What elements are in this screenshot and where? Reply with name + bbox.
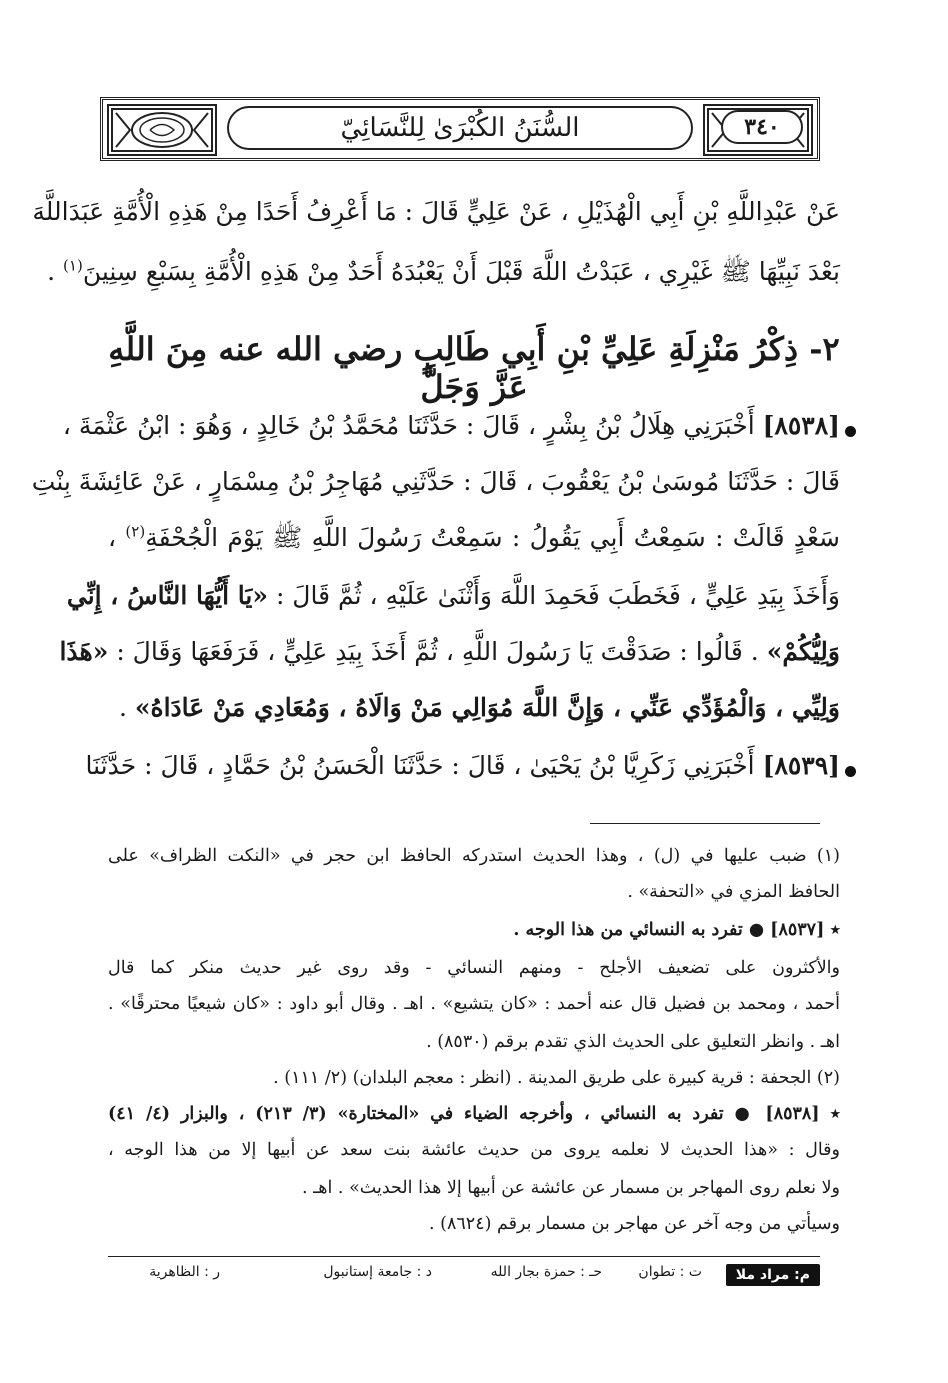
text-segment: بَعْدَ نَبِيِّهَا ﷺ غَيْرِي ، عَبَدْتُ اللَّهَ قَبْلَ أَنْ يَعْبُدَهُ أَحَدٌ مِنْ هَذِهِ الْأُمَّةِ بِسَبْعِ سِنِينَ [82, 257, 840, 286]
book-title: السُّنَنُ الكُبْرَىٰ لِلنَّسَائِيّ [227, 106, 693, 150]
prophet-quote: وَلِيُّكُمْ» [766, 637, 840, 666]
manuscript-t: ت : تطوان [638, 1264, 702, 1280]
ornament-left-icon [107, 104, 217, 156]
bullet-icon [845, 766, 856, 777]
bullet-icon [845, 426, 856, 437]
prophet-quote: «هَذَا [59, 637, 109, 666]
footnote-line: ولا نعلم روى المهاجر بن مسمار عن عائشة عن أبيها إلا هذا الحديث» . اهـ . [302, 1178, 840, 1198]
text-segment: . [118, 693, 127, 722]
page-header [100, 97, 820, 161]
footnote-line: اهـ . وانظر التعليق على الحديث الذي تقدم برقم (٨٥٣٠) . [426, 1032, 840, 1052]
page-number: ٣٤٠ [721, 110, 803, 144]
text-line [66, 580, 840, 613]
text-segment: أَخْبَرَنِي زَكَرِيَّا بْنُ يَحْيَىٰ ، قَالَ : حَدَّثَنَا الْحَسَنُ بْنُ حَمَّادٍ ، قَالَ : حَدَّثَنَا [85, 751, 755, 780]
footnote-line: وقال : «هذا الحديث لا نعلمه يروى من حديث عائشة بنت سعد عن أبيها إلا من هذا الوجه ، [108, 1140, 840, 1160]
footnote-line: وسيأتي من وجه آخر عن مهاجر بن مسمار برقم (٨٦٢٤) . [429, 1214, 840, 1234]
text-segment: أَخْبَرَنِي هِلَالُ بْنُ بِشْرٍ ، قَالَ : حَدَّثَنَا مُحَمَّدُ بْنُ خَالِدٍ ، وَهُوَ : ابْنُ عَثْمَةَ ، [62, 411, 755, 440]
text-line [62, 410, 840, 443]
footnote-line: (٢) الجحفة : قرية كبيرة على طريق المدينة . (انظر : معجم البلدان) (٢/ ١١١) . [273, 1068, 840, 1088]
footnote-ref: (١) [63, 256, 83, 275]
section-heading: ٢- ذِكْرُ مَنْزِلَةِ عَلِيِّ بْنِ أَبِي طَالِبٍ رضي الله عنه مِنَ اللَّهِ عَزَّ وَجَلَّ [108, 330, 840, 406]
manuscript-key [108, 1262, 820, 1290]
hadith-number: [٨٥٣٨] [762, 411, 840, 440]
manuscript-d: د : جامعة إستانبول [323, 1264, 432, 1280]
text-segment: ، [108, 523, 117, 552]
footnote-divider [590, 823, 820, 824]
manuscript-m: م: مراد ملا [726, 1264, 820, 1286]
footnote-line: ٭ [٨٥٣٧] ● تفرد به النسائي من هذا الوجه . [513, 920, 840, 940]
manuscript-h: حـ : حمزة بجار الله [490, 1264, 602, 1280]
footnote-line: ٭ [٨٥٣٨] ● تفرد به النسائي ، وأخرجه الضياء في «المختارة» (٣/ ٢١٣) ، والبزار (٤/ ٤١) [108, 1104, 840, 1124]
hadith-number: [٨٥٣٩] [762, 751, 840, 780]
prophet-quote: وَلِيِّي ، وَالْمُؤَدِّي عَنِّي ، وَإِنَّ اللَّهَ مُوَالِي مَنْ وَالَاهُ ، وَمُعَادِي مَنْ عَادَاهُ» [134, 693, 840, 722]
text-segment: سَعْدٍ قَالَتْ : سَمِعْتُ أَبِي يَقُولُ : سَمِعْتُ رَسُولَ اللَّهِ ﷺ يَوْمَ الْجُحْفَةِ [145, 523, 840, 552]
text-line [85, 750, 840, 783]
footer-divider [108, 1256, 820, 1257]
text-line [108, 522, 840, 555]
text-segment: . قَالُوا : صَدَقْتَ يَا رَسُولَ اللَّهِ ، ثُمَّ أَخَذَ بِيَدِ عَلِيٍّ ، فَرَفَعَهَا وَقَالَ : [116, 637, 759, 666]
text-line: قَالَ : حَدَّثَنَا مُوسَىٰ بْنُ يَعْقُوبَ ، قَالَ : حَدَّثَنِي مُهَاجِرُ بْنُ مِسْمَارٍ ، عَنْ عَائِشَةَ بِنْتِ [31, 467, 840, 496]
text-line [59, 636, 840, 669]
prophet-quote: «يَا أَيُّهَا النَّاسُ ، إِنِّي [66, 581, 268, 610]
footnote-line: أحمد ، ومحمد بن فضيل قال عنه أحمد : «كان يتشيع» . اهـ . وقال أبو داود : «كان شيعيًا محترقًا» . [108, 994, 840, 1014]
footnote-line: والأكثرون على تضعيف الأجلح - ومنهم النسائي - وقد روى غير حديث منكر كما قال [108, 958, 840, 978]
text-line: عَنْ عَبْدِاللَّهِ بْنِ أَبِي الْهُذَيْلِ ، عَنْ عَلِيٍّ قَالَ : مَا أَعْرِفُ أَحَدًا مِنْ هَذِهِ الْأُمَّةِ عَبَدَاللَّهَ [32, 197, 840, 226]
text-line [108, 692, 840, 725]
footnote-line: (١) ضبب عليها في (ل) ، وهذا الحديث استدركه الحافظ ابن حجر في «النكت الظراف» على [108, 846, 840, 866]
footnote-line: الحافظ المزي في «التحفة» . [627, 882, 840, 902]
text-segment: وَأَخَذَ بِيَدِ عَلِيٍّ ، فَخَطَبَ فَحَمِدَ اللَّهَ وَأَثْنَىٰ عَلَيْهِ ، ثُمَّ قَالَ : [275, 581, 840, 610]
manuscript-r: ر : الظاهرية [149, 1264, 220, 1280]
footnote-ref: (٢) [125, 522, 146, 541]
text-line: بَعْدَ نَبِيِّهَا ﷺ غَيْرِي ، عَبَدْتُ اللَّهَ قَبْلَ أَنْ يَعْبُدَهُ أَحَدٌ مِنْ هَذِهِ الْأُمَّةِ بِسَبْعِ سِنِينَ$^{(١)}$ . [47, 256, 840, 286]
